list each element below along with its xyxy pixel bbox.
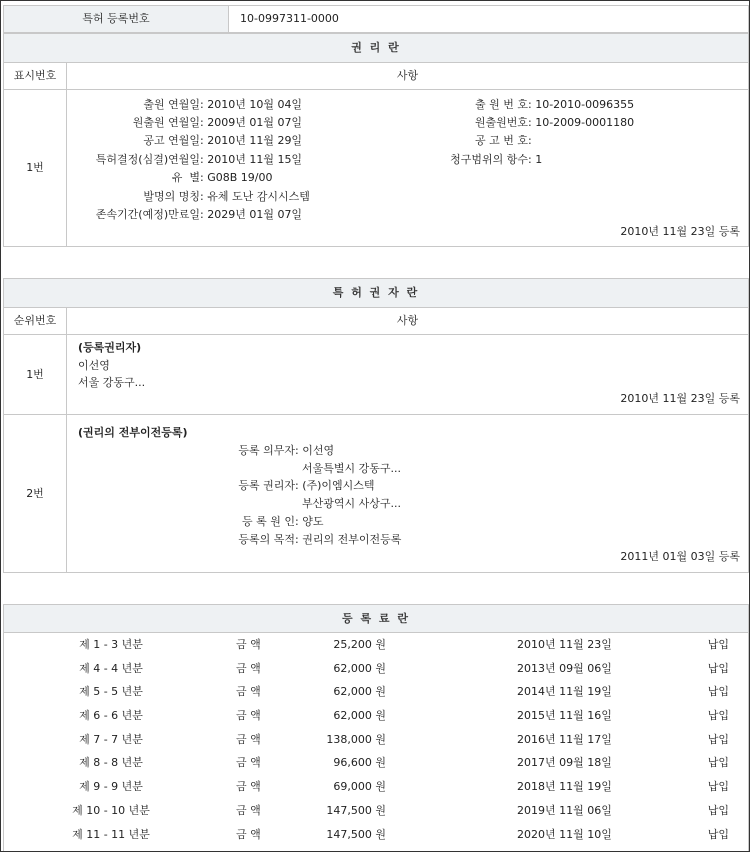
field-value: : 유체 도난 감시시스템 [200, 190, 310, 203]
obligor-name: : 이선영 [295, 444, 335, 457]
holder-label: 등록 권리자 [238, 479, 295, 492]
fee-amount: 25,200 원 [333, 638, 386, 651]
fee-amount-label: 금 액 [236, 709, 261, 722]
transfer-reg-date: 2011년 01월 03일 등록 [620, 550, 740, 563]
fee-amount: 138,000 원 [326, 733, 386, 746]
field-label: 청구범위의 항수 [450, 153, 528, 166]
field-value: : G08B 19/00 [200, 171, 273, 184]
fee-years: 제 11 - 11 년분 [72, 828, 150, 841]
fee-date: 2016년 11월 17일 [517, 733, 612, 746]
field-value-text: 2009년 01월 07일 [207, 116, 303, 129]
holder-name-text: (주)이엠시스텍 [302, 479, 375, 492]
field-value: : 2029년 01월 07일 [200, 208, 303, 221]
field-label: 존속기간(예정)만료일 [95, 208, 200, 221]
fee-amount-label: 금 액 [236, 756, 261, 769]
fee-row [4, 751, 748, 774]
fee-date: 2020년 11월 10일 [517, 828, 612, 841]
field-value-text: 유체 도난 감시시스템 [207, 190, 310, 203]
fee-row [4, 633, 748, 656]
fee-row [4, 799, 748, 822]
fee-years: 제 8 - 8 년분 [79, 756, 143, 769]
rights-section [3, 33, 749, 247]
purpose-label: 등록의 목적 [238, 533, 295, 546]
fee-years: 제 5 - 5 년분 [79, 685, 143, 698]
fee-status: 납입 [707, 709, 729, 722]
fee-years: 제 9 - 9 년분 [79, 780, 143, 793]
fee-amount: 69,000 원 [333, 780, 386, 793]
owner-entry-no: 2번 [4, 415, 67, 572]
purpose-value: : 권리의 전부이전등록 [295, 533, 402, 546]
fee-amount-label: 금 액 [236, 662, 261, 675]
holder-name: : (주)이엠시스텍 [295, 479, 375, 492]
field-value-text: 10-2009-0001180 [535, 116, 635, 129]
owner-name: 이선영 [78, 359, 110, 372]
field-label: 출원 연월일 [143, 98, 200, 111]
field-value-text: 2029년 01월 07일 [207, 208, 303, 221]
field-value: : 2010년 10월 04일 [200, 98, 303, 111]
obligor-name-text: 이선영 [302, 444, 335, 457]
rights-entry-no: 1번 [4, 90, 67, 246]
fee-amount-label: 금 액 [236, 780, 261, 793]
fee-row [4, 704, 748, 727]
owner-reg-date: 2010년 11월 23일 등록 [620, 392, 740, 405]
fee-amount-label: 금 액 [236, 685, 261, 698]
purpose-value-text: 권리의 전부이전등록 [302, 533, 402, 546]
fee-amount: 147,500 원 [326, 828, 386, 841]
field-value-text: G08B 19/00 [207, 171, 273, 184]
fee-row [4, 680, 748, 703]
rights-col-index: 표시번호 [4, 63, 67, 90]
fee-amount: 147,500 원 [326, 804, 386, 817]
field-label: 원출원번호 [474, 116, 528, 129]
fee-date: 2019년 11월 06일 [517, 804, 612, 817]
rights-reg-date: 2010년 11월 23일 등록 [620, 225, 740, 238]
field-value: : 2010년 11월 15일 [200, 153, 303, 166]
fee-amount-label: 금 액 [236, 828, 261, 841]
field-value: : 10-2009-0001180 [528, 116, 635, 129]
fee-status: 납입 [707, 804, 729, 817]
fee-years: 제 1 - 3 년분 [79, 638, 143, 651]
fee-years: 제 6 - 6 년분 [79, 709, 143, 722]
fee-date: 2015년 11월 16일 [517, 709, 612, 722]
fee-status: 납입 [707, 780, 729, 793]
reg-number-box [3, 5, 749, 33]
field-label: 유 별 [171, 171, 200, 184]
field-label: 발명의 명칭 [143, 190, 200, 203]
fee-status: 납입 [707, 638, 729, 651]
owners-col-item: 사항 [67, 308, 748, 335]
fee-date: 2014년 11월 19일 [517, 685, 612, 698]
fee-years: 제 7 - 7 년분 [79, 733, 143, 746]
owner-entry-no: 1번 [4, 335, 67, 415]
fee-status: 납입 [707, 733, 729, 746]
cause-label: 등 록 원 인 [242, 515, 295, 528]
field-value: : 10-2010-0096355 [528, 98, 635, 111]
rights-title: 권 리 란 [4, 34, 748, 63]
owner-address: 서울 강동구... [78, 376, 146, 389]
fee-amount: 62,000 원 [333, 685, 386, 698]
fee-years: 제 10 - 10 년분 [72, 804, 150, 817]
fees-title: 등 록 료 란 [4, 605, 748, 633]
fee-status: 납입 [707, 662, 729, 675]
field-value: : 1 [528, 153, 543, 166]
field-label: 출 원 번 호 [475, 98, 528, 111]
fee-status: 납입 [707, 685, 729, 698]
field-label: 공고 연월일 [143, 134, 200, 147]
field-label: 특허결정(심결)연월일 [95, 153, 200, 166]
obligor-address: 서울특별시 강동구... [302, 462, 401, 475]
owners-title: 특 허 권 자 란 [4, 279, 748, 308]
reg-number-value: 10-0997311-0000 [240, 12, 339, 25]
fee-row [4, 657, 748, 680]
fee-date: 2010년 11월 23일 [517, 638, 612, 651]
rights-col-item: 사항 [67, 63, 748, 90]
field-value: : 2010년 11월 29일 [200, 134, 303, 147]
fee-amount: 96,600 원 [333, 756, 386, 769]
owner-type: (등록권리자) [78, 341, 142, 354]
fee-date: 2018년 11월 19일 [517, 780, 612, 793]
fee-row [4, 775, 748, 798]
field-value-text: 10-2010-0096355 [535, 98, 635, 111]
fee-amount-label: 금 액 [236, 638, 261, 651]
field-label: 원출원 연월일 [132, 116, 200, 129]
holder-address: 부산광역시 사상구... [302, 497, 401, 510]
fee-row [4, 823, 748, 846]
fee-row [4, 728, 748, 751]
fee-amount: 62,000 원 [333, 662, 386, 675]
cause-value-text: 양도 [302, 515, 324, 528]
fee-status: 납입 [707, 828, 729, 841]
fees-section [3, 604, 749, 851]
fee-amount: 62,000 원 [333, 709, 386, 722]
field-value-text: 2010년 10월 04일 [207, 98, 303, 111]
reg-number-label: 특허 등록번호 [4, 6, 229, 32]
field-value: : 2009년 01월 07일 [200, 116, 303, 129]
field-value-text: 2010년 11월 29일 [207, 134, 303, 147]
fee-date: 2013년 09월 06일 [517, 662, 612, 675]
fee-amount-label: 금 액 [236, 804, 261, 817]
cause-value: : 양도 [295, 515, 324, 528]
fee-status: 납입 [707, 756, 729, 769]
obligor-label: 등록 의무자 [238, 444, 295, 457]
field-value-text: 1 [535, 153, 543, 166]
owners-col-index: 순위번호 [4, 308, 67, 335]
fee-years: 제 4 - 4 년분 [79, 662, 143, 675]
owners-section [3, 278, 749, 573]
fee-amount-label: 금 액 [236, 733, 261, 746]
field-value: : [528, 134, 532, 147]
fee-date: 2017년 09월 18일 [517, 756, 612, 769]
field-label: 공 고 번 호 [475, 134, 528, 147]
transfer-type: (권리의 전부이전등록) [78, 426, 188, 439]
field-value-text: 2010년 11월 15일 [207, 153, 303, 166]
